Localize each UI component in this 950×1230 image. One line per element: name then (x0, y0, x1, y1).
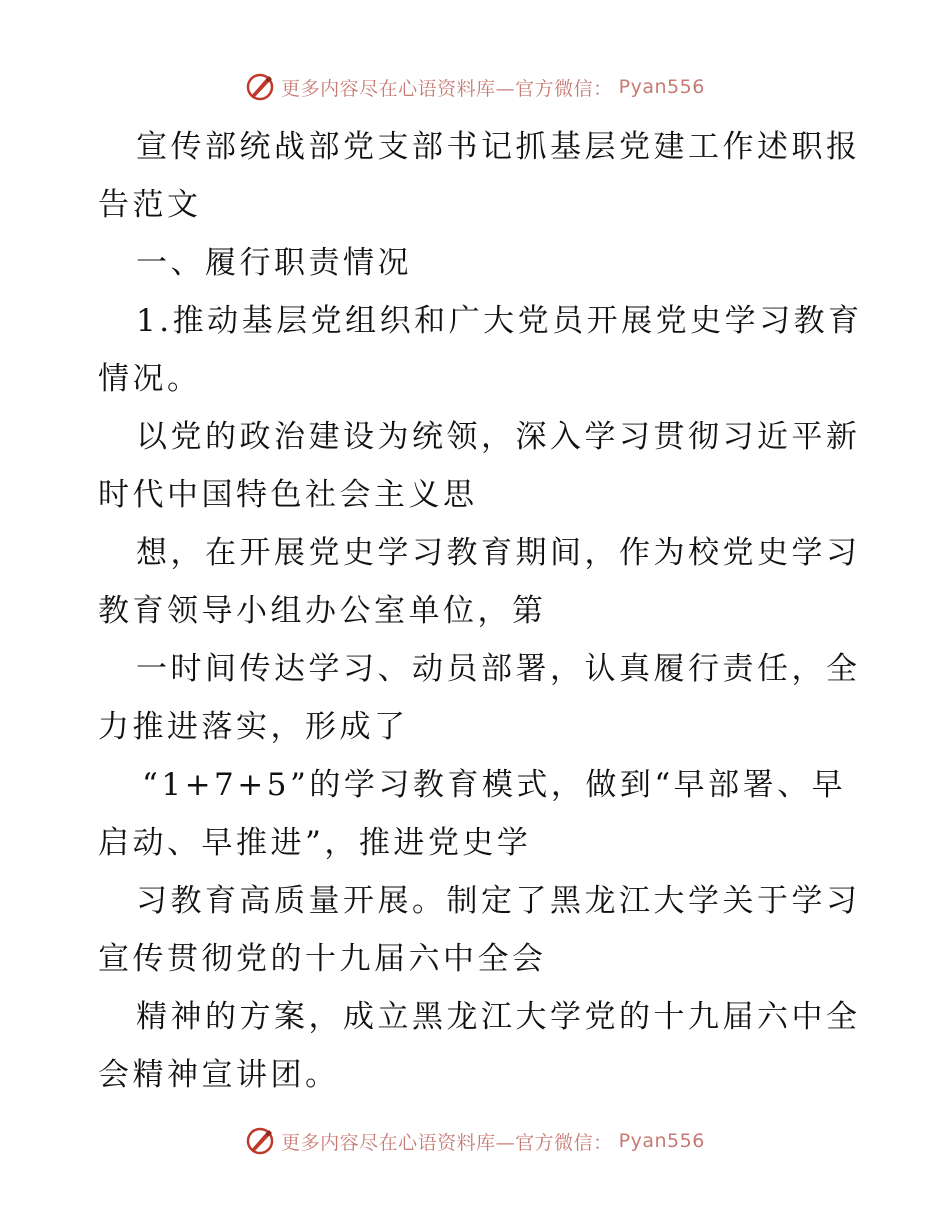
paragraph-line: 一时间传达学习、动员部署，认真履行责任，全 (136, 651, 861, 687)
paragraph-line: “1+7+5”的学习教育模式，做到“早部署、早 (142, 767, 847, 803)
pen-logo-icon (245, 72, 275, 102)
subsection-heading-line-2: 情况。 (98, 361, 202, 397)
paragraph-line: 力推进落实，形成了 (98, 709, 409, 745)
document-title-line-2: 告范文 (98, 187, 202, 223)
paragraph-line: 精神的方案，成立黑龙江大学党的十九届六中全 (136, 999, 861, 1035)
footer-watermark (0, 1126, 950, 1156)
paragraph-line: 教育领导小组办公室单位，第 (98, 593, 547, 629)
watermark-text: 更多内容尽在心语资料库—官方微信： (281, 1131, 613, 1154)
paragraph-line: 想，在开展党史学习教育期间，作为校党史学习 (136, 535, 861, 571)
subsection-heading-line-1: 1.推动基层党组织和广大党员开展党史学习教育 (136, 303, 863, 339)
watermark-wechat-id: Pyan556 (618, 76, 705, 98)
document-body (98, 118, 863, 1104)
header-watermark (0, 72, 950, 102)
pen-logo-icon (245, 1126, 275, 1156)
paragraph-line: 以党的政治建设为统领，深入学习贯彻习近平新 (136, 419, 861, 455)
section-heading: 一、履行职责情况 (136, 245, 412, 281)
paragraph-line: 会精神宣讲团。 (98, 1057, 340, 1093)
paragraph-line: 宣传贯彻党的十九届六中全会 (98, 941, 547, 977)
paragraph-line: 启动、早推进”，推进党史学 (98, 825, 532, 861)
document-title-line-1: 宣传部统战部党支部书记抓基层党建工作述职报 (136, 129, 861, 165)
watermark-text: 更多内容尽在心语资料库—官方微信： (281, 77, 613, 100)
paragraph-line: 时代中国特色社会主义思 (98, 477, 478, 513)
watermark-wechat-id: Pyan556 (618, 1130, 705, 1152)
paragraph-line: 习教育高质量开展。制定了黑龙江大学关于学习 (136, 883, 861, 919)
